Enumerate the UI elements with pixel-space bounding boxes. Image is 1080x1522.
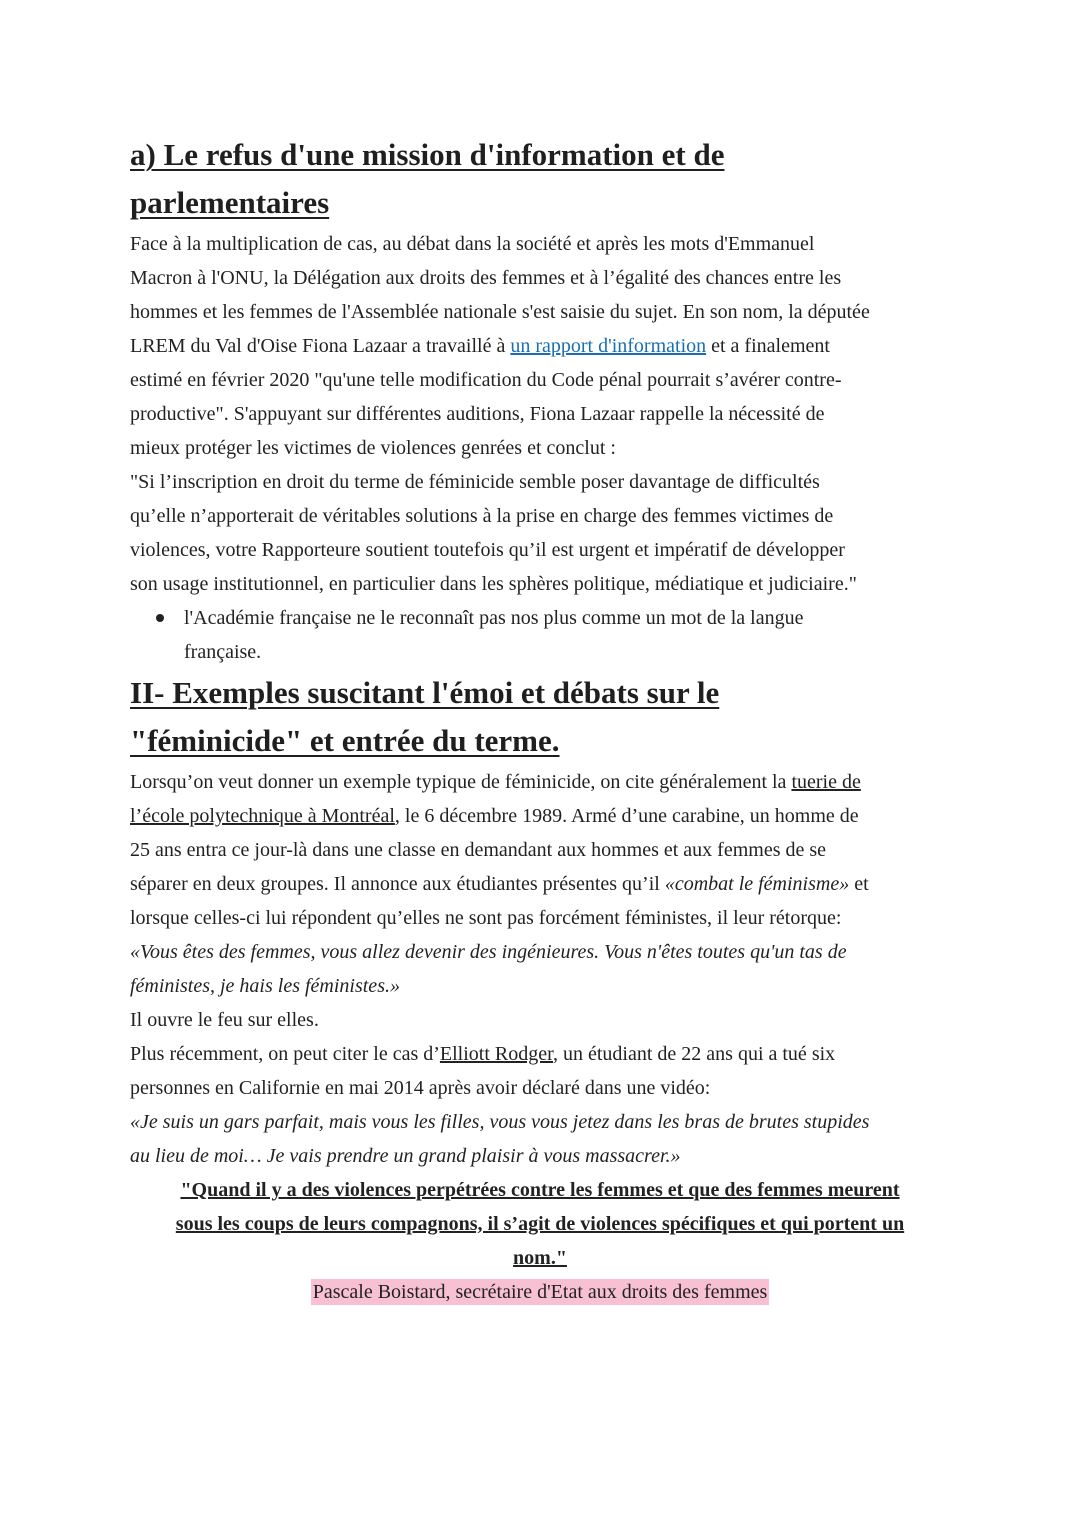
- text-segment: Lorsqu’on veut donner un exemple typique de féminicide, on cite généralement la: [130, 771, 792, 793]
- text-segment: estimé en février 2020 "qu'une telle modification du Code pénal pourrait s’avérer contre-: [130, 369, 842, 391]
- text-segment: Il ouvre le feu sur elles.: [130, 1009, 319, 1031]
- text-line: [130, 765, 950, 799]
- quote-block: [130, 1173, 950, 1275]
- text-segment: et a finalement: [706, 335, 830, 357]
- text-line: [130, 1071, 950, 1105]
- italic-quote: «Vous êtes des femmes, vous allez devenir des ingénieures. Vous n'êtes toutes qu'un tas de: [130, 941, 847, 963]
- text-segment: violences, votre Rapporteure soutient toutefois qu’il est urgent et impératif de développer: [130, 539, 845, 561]
- text-line: [130, 935, 950, 969]
- italic-quote: au lieu de moi… Je vais prendre un grand plaisir à vous massacrer.»: [130, 1145, 681, 1167]
- text-line: [130, 295, 950, 329]
- text-segment: productive". S'appuyant sur différentes auditions, Fiona Lazaar rappelle la nécessité de: [130, 403, 825, 425]
- underlined-reference: tuerie de: [791, 771, 861, 793]
- text-line: [130, 499, 950, 533]
- document-page: [130, 131, 950, 1309]
- section-ii-body: [130, 765, 950, 1173]
- underlined-reference: Elliott Rodger: [439, 1043, 553, 1065]
- text-segment: , un étudiant de 22 ans qui a tué six: [552, 1043, 836, 1065]
- text-segment: personnes en Californie en mai 2014 après avoir déclaré dans une vidéo:: [130, 1077, 711, 1099]
- text-line: [130, 969, 950, 1003]
- text-segment: mieux protéger les victimes de violences genrées et conclut :: [130, 437, 616, 459]
- heading-line: "féminicide" et entrée du terme.: [130, 723, 560, 758]
- text-segment: et: [849, 873, 869, 895]
- text-line: [130, 1003, 950, 1037]
- bullet-text: l'Académie française ne le reconnaît pas nos plus comme un mot de la langue: [184, 607, 804, 629]
- section-a-body: [130, 227, 950, 601]
- text-segment: LREM du Val d'Oise Fiona Lazaar a travaillé à: [130, 335, 511, 357]
- text-segment: "Si l’inscription en droit du terme de féminicide semble poser davantage de difficultés: [130, 471, 820, 493]
- text-line: [130, 227, 950, 261]
- text-segment: lorsque celles-ci lui répondent qu’elles ne sont pas forcément féministes, il leur rétorque:: [130, 907, 842, 929]
- italic-quote: «Je suis un gars parfait, mais vous les filles, vous vous jetez dans les bras de brutes stupides: [130, 1111, 870, 1133]
- heading-line: a) Le refus d'une mission d'information et de: [130, 137, 725, 172]
- text-line: [130, 261, 950, 295]
- bullet-list: [130, 601, 950, 669]
- quote-line: nom.": [513, 1247, 567, 1269]
- text-line: [130, 799, 950, 833]
- bullet-text-continued: française.: [184, 641, 262, 663]
- text-line: [130, 533, 950, 567]
- report-link[interactable]: un rapport d'information: [510, 335, 707, 357]
- text-line: [130, 363, 950, 397]
- text-line: [130, 567, 950, 601]
- text-segment: hommes et les femmes de l'Assemblée nationale s'est saisie du sujet. En son nom, la députée: [130, 301, 870, 323]
- text-segment: Macron à l'ONU, la Délégation aux droits des femmes et à l’égalité des chances entre les: [130, 267, 842, 289]
- quote-line: sous les coups de leurs compagnons, il s’agit de violences spécifiques et qui portent un: [175, 1213, 905, 1235]
- text-segment: qu’elle n’apporterait de véritables solutions à la prise en charge des femmes victimes de: [130, 505, 834, 527]
- section-ii-heading: [130, 669, 950, 765]
- list-item: [130, 601, 950, 635]
- heading-line: II- Exemples suscitant l'émoi et débats sur le: [130, 675, 720, 710]
- text-line: [130, 1105, 950, 1139]
- heading-line: parlementaires: [130, 185, 330, 220]
- quote-attribution: [130, 1275, 950, 1309]
- text-line: [130, 431, 950, 465]
- underlined-reference: l’école polytechnique à Montréal: [130, 805, 395, 827]
- text-line: [130, 901, 950, 935]
- text-line: [130, 465, 950, 499]
- bullet-icon: [156, 614, 164, 622]
- text-segment: son usage institutionnel, en particulier dans les sphères politique, médiatique et judiciaire.": [130, 573, 857, 595]
- text-segment: séparer en deux groupes. Il annonce aux étudiantes présentes qu’il: [130, 873, 665, 895]
- text-segment: , le 6 décembre 1989. Armé d’une carabine, un homme de: [394, 805, 859, 827]
- text-line: [130, 1037, 950, 1071]
- text-line: [130, 867, 950, 901]
- text-line: [130, 833, 950, 867]
- text-segment: Plus récemment, on peut citer le cas d’: [130, 1043, 440, 1065]
- text-line: [130, 397, 950, 431]
- text-line: [130, 1139, 950, 1173]
- italic-quote: féministes, je hais les féministes.»: [130, 975, 400, 997]
- text-segment: Face à la multiplication de cas, au débat dans la société et après les mots d'Emmanuel: [130, 233, 815, 255]
- highlighted-attribution: Pascale Boistard, secrétaire d'Etat aux droits des femmes: [312, 1281, 768, 1303]
- text-segment: 25 ans entra ce jour-là dans une classe en demandant aux hommes et aux femmes de se: [130, 839, 827, 861]
- quote-line: "Quand il y a des violences perpétrées contre les femmes et que des femmes meurent: [180, 1179, 900, 1201]
- italic-quote: «combat le féminisme»: [664, 873, 850, 895]
- section-a-heading: [130, 131, 950, 227]
- text-line: [130, 329, 950, 363]
